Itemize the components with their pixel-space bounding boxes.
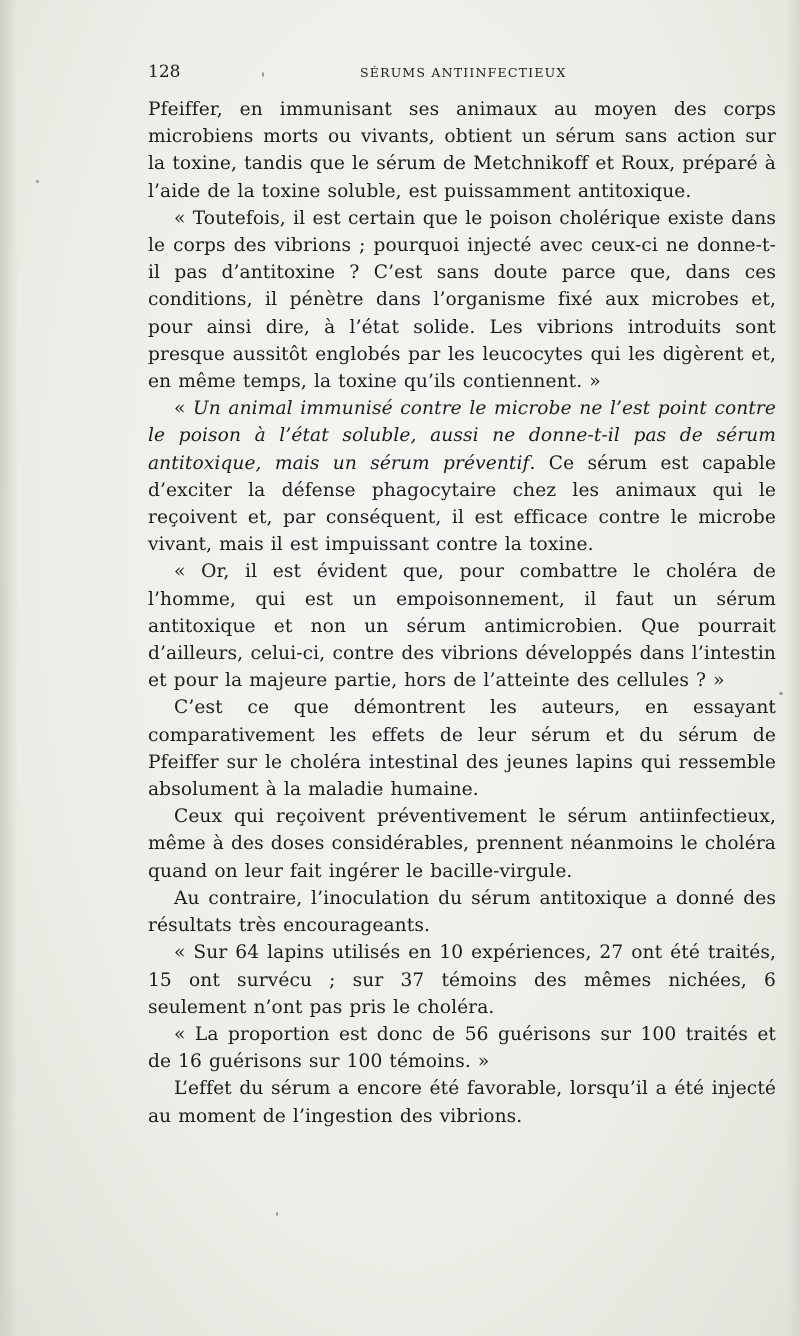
text-run: « La proportion est donc de 56 guérisons sur 100 traités et de 16 guérisons sur 100 témoins. »: [148, 1023, 776, 1073]
page-edge-shadow-right: [786, 0, 800, 1336]
page-edge-shadow-left: [0, 0, 18, 1336]
text-run: « Sur 64 lapins utilisés en 10 expériences, 27 ont été traités, 15 ont survécu ; sur 37 témoins des mêmes nichées, 6 seulement n’ont pas pris le choléra.: [148, 942, 776, 1018]
paragraph: [148, 694, 776, 803]
body-text: [148, 96, 776, 1130]
running-title: SÉRUMS ANTIINFECTIEUX: [360, 65, 567, 80]
text-run: « Toutefois, il est certain que le poison cholérique existe dans le corps des vibrions ; pourquoi injecté avec ceux-ci ne donne-t-il pas d’antitoxine ? C’est sans doute parce que, dans ces conditions, il pénètre dans l’organisme fixé aux microbes et, pour ainsi dire, à l’état solide. Les vibrions introduits sont presque aussitôt englobés par les leucocytes qui les digèrent et, en même temps, la toxine qu’ils contiennent. »: [148, 207, 776, 393]
paragraph: [148, 96, 776, 205]
page-number: 128: [148, 62, 181, 82]
paragraph: [148, 885, 776, 939]
text-run: C’est ce que démontrent les auteurs, en essayant comparativement les effets de leur sérum et du sérum de Pfeiffer sur le choléra intestinal des jeunes lapins qui ressemble absolument à la maladie humaine.: [148, 697, 776, 801]
text-run: « Or, il est évident que, pour combattre le choléra de l’homme, qui est un empoisonnement, il faut un sérum antitoxique et non un sérum antimicrobien. Que pourrait d’ailleurs, celui-ci, contre des vibrions développés dans l’intestin et pour la majeure partie, hors de l’atteinte des cellules ? »: [148, 561, 776, 692]
text-run: . Ce sérum est capable d’exciter la défense phagocytaire chez les animaux qui le reçoivent et, par conséquent, il est efficace contre le microbe vivant, mais il est impuissant contre la toxine.: [148, 452, 776, 556]
text-run: Au contraire, l’inoculation du sérum antitoxique a donné des résultats très encourageants.: [148, 887, 776, 937]
paper-speck: [36, 180, 39, 183]
text-run: «: [174, 398, 194, 420]
paper-speck: [779, 692, 783, 695]
paragraph: [148, 1021, 776, 1075]
text-run: L’effet du sérum a encore été favorable, lorsqu’il a été injecté au moment de l’ingestion des vibrions.: [148, 1078, 776, 1127]
paragraph: [148, 395, 776, 558]
paragraph: [148, 939, 776, 1021]
text-run: Pfeiffer, en immunisant ses animaux au moyen des corps microbiens morts ou vivants, obtient un sérum sans action sur la toxine, tandis que le sérum de Metchnikoff et Roux, préparé à l’aide de la toxine soluble, est puissamment antitoxique.: [148, 99, 776, 202]
paragraph: [148, 803, 776, 885]
italic-text: Un animal immunisé contre le microbe ne l’est point contre le poison à l’état soluble, aussi ne donne-t-il pas de sérum antitoxique, mais un sérum préventif: [148, 398, 776, 474]
paragraph: [148, 558, 776, 694]
page-header: [148, 62, 776, 86]
paragraph: [148, 1075, 776, 1129]
paragraph: [148, 205, 776, 395]
text-run: Ceux qui reçoivent préventivement le sérum antiinfectieux, même à des doses considérables, prennent néanmoins le choléra quand on leur fait ingérer le bacille-virgule.: [148, 806, 776, 882]
paper-speck: [276, 1212, 278, 1216]
